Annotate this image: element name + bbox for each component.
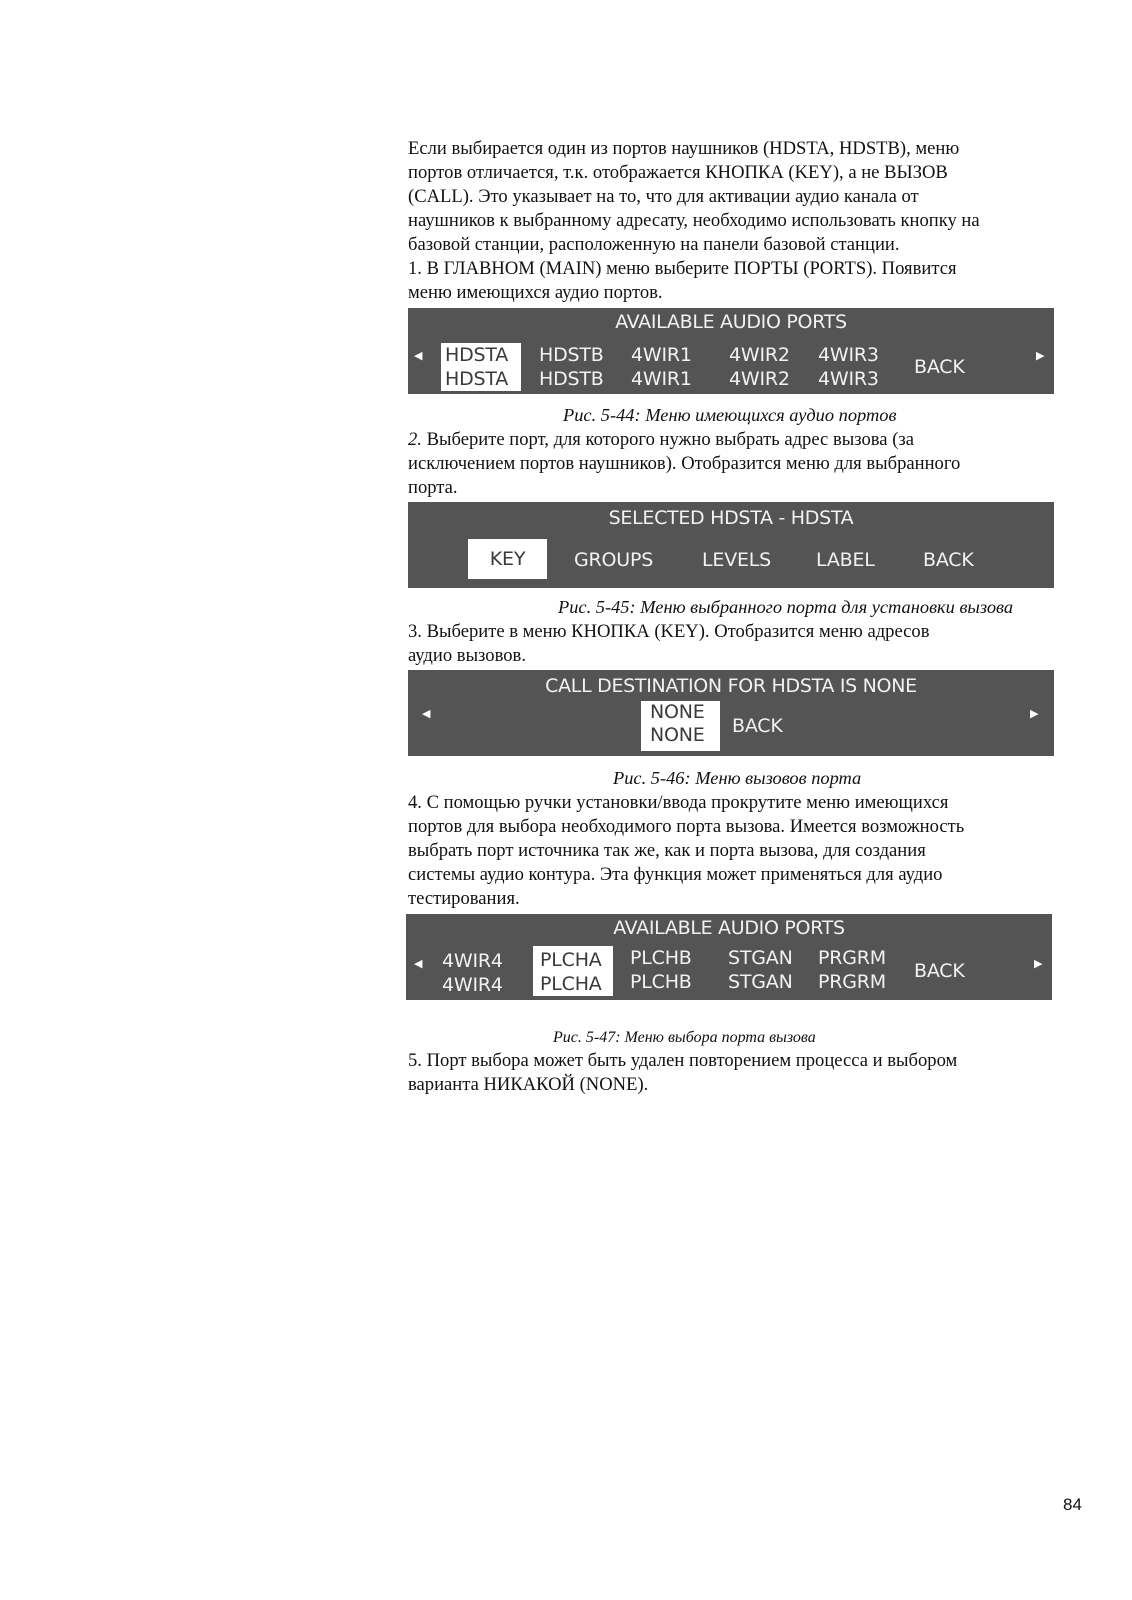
fig46-call-destination-menu xyxy=(408,670,1054,756)
port-top-label: PRGRM xyxy=(818,947,886,969)
option-top-label: NONE xyxy=(650,701,705,723)
fig46-caption: Рис. 5-46: Меню вызовов порта xyxy=(613,768,862,788)
fig44-port-selected[interactable] xyxy=(441,343,521,391)
paragraph-step5 xyxy=(408,1049,1068,1097)
fig45-caption: Рис. 5-45: Меню выбранного порта для установки вызова xyxy=(558,597,1014,617)
text-line: выбрать порт источника так же, как и порта вызова, для создания xyxy=(408,840,926,861)
text-line-part: Выберите порт, для которого нужно выбрать адрес вызова (за xyxy=(426,429,914,450)
port-top-label: PLCHA xyxy=(540,949,602,971)
fig45-levels-button[interactable]: LEVELS xyxy=(702,549,772,571)
text-line: системы аудио контура. Эта функция может применяться для аудио xyxy=(408,864,943,885)
fig46-back-button[interactable]: BACK xyxy=(732,715,783,737)
text-line: 3. Выберите в меню КНОПКА (KEY). Отобразится меню адресов xyxy=(408,621,930,642)
text-line: (CALL). Это указывает на то, что для активации аудио канала от xyxy=(408,186,919,207)
text-line: портов отличается, т.к. отображается КНОПКА (KEY), а не ВЫЗОВ xyxy=(408,162,948,183)
text-line: исключением портов наушников). Отобразится меню для выбранного xyxy=(408,453,961,474)
fig44-back-button[interactable]: BACK xyxy=(914,356,965,378)
fig44-port[interactable] xyxy=(818,343,879,391)
port-top-label: PLCHB xyxy=(630,947,692,969)
paragraph-step2 xyxy=(408,428,1068,500)
left-arrow-icon[interactable]: ◀ xyxy=(414,957,423,970)
fig45-key-button[interactable]: KEY xyxy=(468,539,547,579)
text-line xyxy=(408,428,1068,452)
port-top-label: 4WIR2 xyxy=(729,344,790,366)
fig44-port[interactable] xyxy=(729,343,790,391)
fig47-port-selected[interactable] xyxy=(533,946,613,996)
fig45-label-button[interactable]: LABEL xyxy=(816,549,875,571)
left-arrow-icon[interactable]: ◀ xyxy=(414,349,423,362)
port-top-label: 4WIR1 xyxy=(631,344,692,366)
fig46-title: CALL DESTINATION FOR HDSTA IS NONE xyxy=(545,675,917,697)
port-bottom-label: STGAN xyxy=(728,971,793,993)
text-line: 5. Порт выбора может быть удален повторением процесса и выбором xyxy=(408,1050,958,1071)
text-line: базовой станции, расположенную на панели базовой станции. xyxy=(408,234,900,255)
fig44-caption: Рис. 5-44: Меню имеющихся аудио портов xyxy=(563,405,897,425)
paragraph-step3 xyxy=(408,620,1068,668)
text-line: порта. xyxy=(408,477,458,498)
text-line: тестирования. xyxy=(408,888,520,909)
left-arrow-icon[interactable]: ◀ xyxy=(422,707,431,720)
right-arrow-icon[interactable]: ▶ xyxy=(1034,957,1043,970)
fig47-back-button[interactable]: BACK xyxy=(914,960,965,982)
port-top-label: HDSTA xyxy=(445,344,509,366)
fig45-title: SELECTED HDSTA - HDSTA xyxy=(608,507,854,529)
fig47-port[interactable] xyxy=(630,946,692,994)
text-line: 4. С помощью ручки установки/ввода прокрутите меню имеющихся xyxy=(408,792,949,813)
port-bottom-label: HDSTA xyxy=(445,368,509,390)
port-bottom-label: 4WIR1 xyxy=(631,368,692,390)
port-bottom-label: PLCHA xyxy=(540,973,602,995)
fig47-port[interactable] xyxy=(442,949,503,997)
text-line: аудио вызовов. xyxy=(408,645,526,666)
fig45-groups-button[interactable]: GROUPS xyxy=(574,549,654,571)
fig44-port[interactable] xyxy=(539,343,604,391)
port-top-label: 4WIR3 xyxy=(818,344,879,366)
right-arrow-icon[interactable]: ▶ xyxy=(1036,349,1045,362)
port-bottom-label: 4WIR2 xyxy=(729,368,790,390)
fig45-back-button[interactable]: BACK xyxy=(923,549,974,571)
port-bottom-label: 4WIR4 xyxy=(442,974,503,996)
text-line: наушников к выбранному адресату, необходимо использовать кнопку на xyxy=(408,210,980,231)
fig46-none-option[interactable] xyxy=(641,701,720,751)
port-top-label: 4WIR4 xyxy=(442,950,503,972)
fig44-port[interactable] xyxy=(631,343,692,391)
paragraph-step4 xyxy=(408,791,1068,911)
text-line: 1. В ГЛАВНОМ (MAIN) меню выберите ПОРТЫ (PORTS). Появится xyxy=(408,258,957,279)
text-line: меню имеющихся аудио портов. xyxy=(408,282,663,303)
fig45-selected-port-menu xyxy=(408,502,1054,588)
port-top-label: STGAN xyxy=(728,947,793,969)
text-line: Если выбирается один из портов наушников (HDSTA, HDSTB), меню xyxy=(408,138,960,159)
port-bottom-label: PRGRM xyxy=(818,971,886,993)
fig44-title: AVAILABLE AUDIO PORTS xyxy=(615,311,847,333)
fig47-port[interactable] xyxy=(728,946,793,994)
fig47-call-port-select-menu xyxy=(406,914,1052,1000)
text-line: варианта НИКАКОЙ (NONE). xyxy=(408,1074,649,1095)
paragraph-intro xyxy=(408,137,1068,305)
port-bottom-label: PLCHB xyxy=(630,971,692,993)
fig47-title: AVAILABLE AUDIO PORTS xyxy=(613,917,845,939)
port-top-label: HDSTB xyxy=(539,344,604,366)
port-bottom-label: 4WIR3 xyxy=(818,368,879,390)
fig44-audio-ports-menu xyxy=(408,308,1054,394)
fig47-port[interactable] xyxy=(818,946,886,994)
text-line: портов для выбора необходимого порта вызова. Имеется возможность xyxy=(408,816,965,837)
step-number: 2. xyxy=(408,429,422,450)
page-number: 84 xyxy=(1063,1495,1082,1514)
port-bottom-label: HDSTB xyxy=(539,368,604,390)
right-arrow-icon[interactable]: ▶ xyxy=(1030,707,1039,720)
option-bottom-label: NONE xyxy=(650,724,705,746)
fig47-caption: Рис. 5-47: Меню выбора порта вызова xyxy=(553,1029,816,1046)
